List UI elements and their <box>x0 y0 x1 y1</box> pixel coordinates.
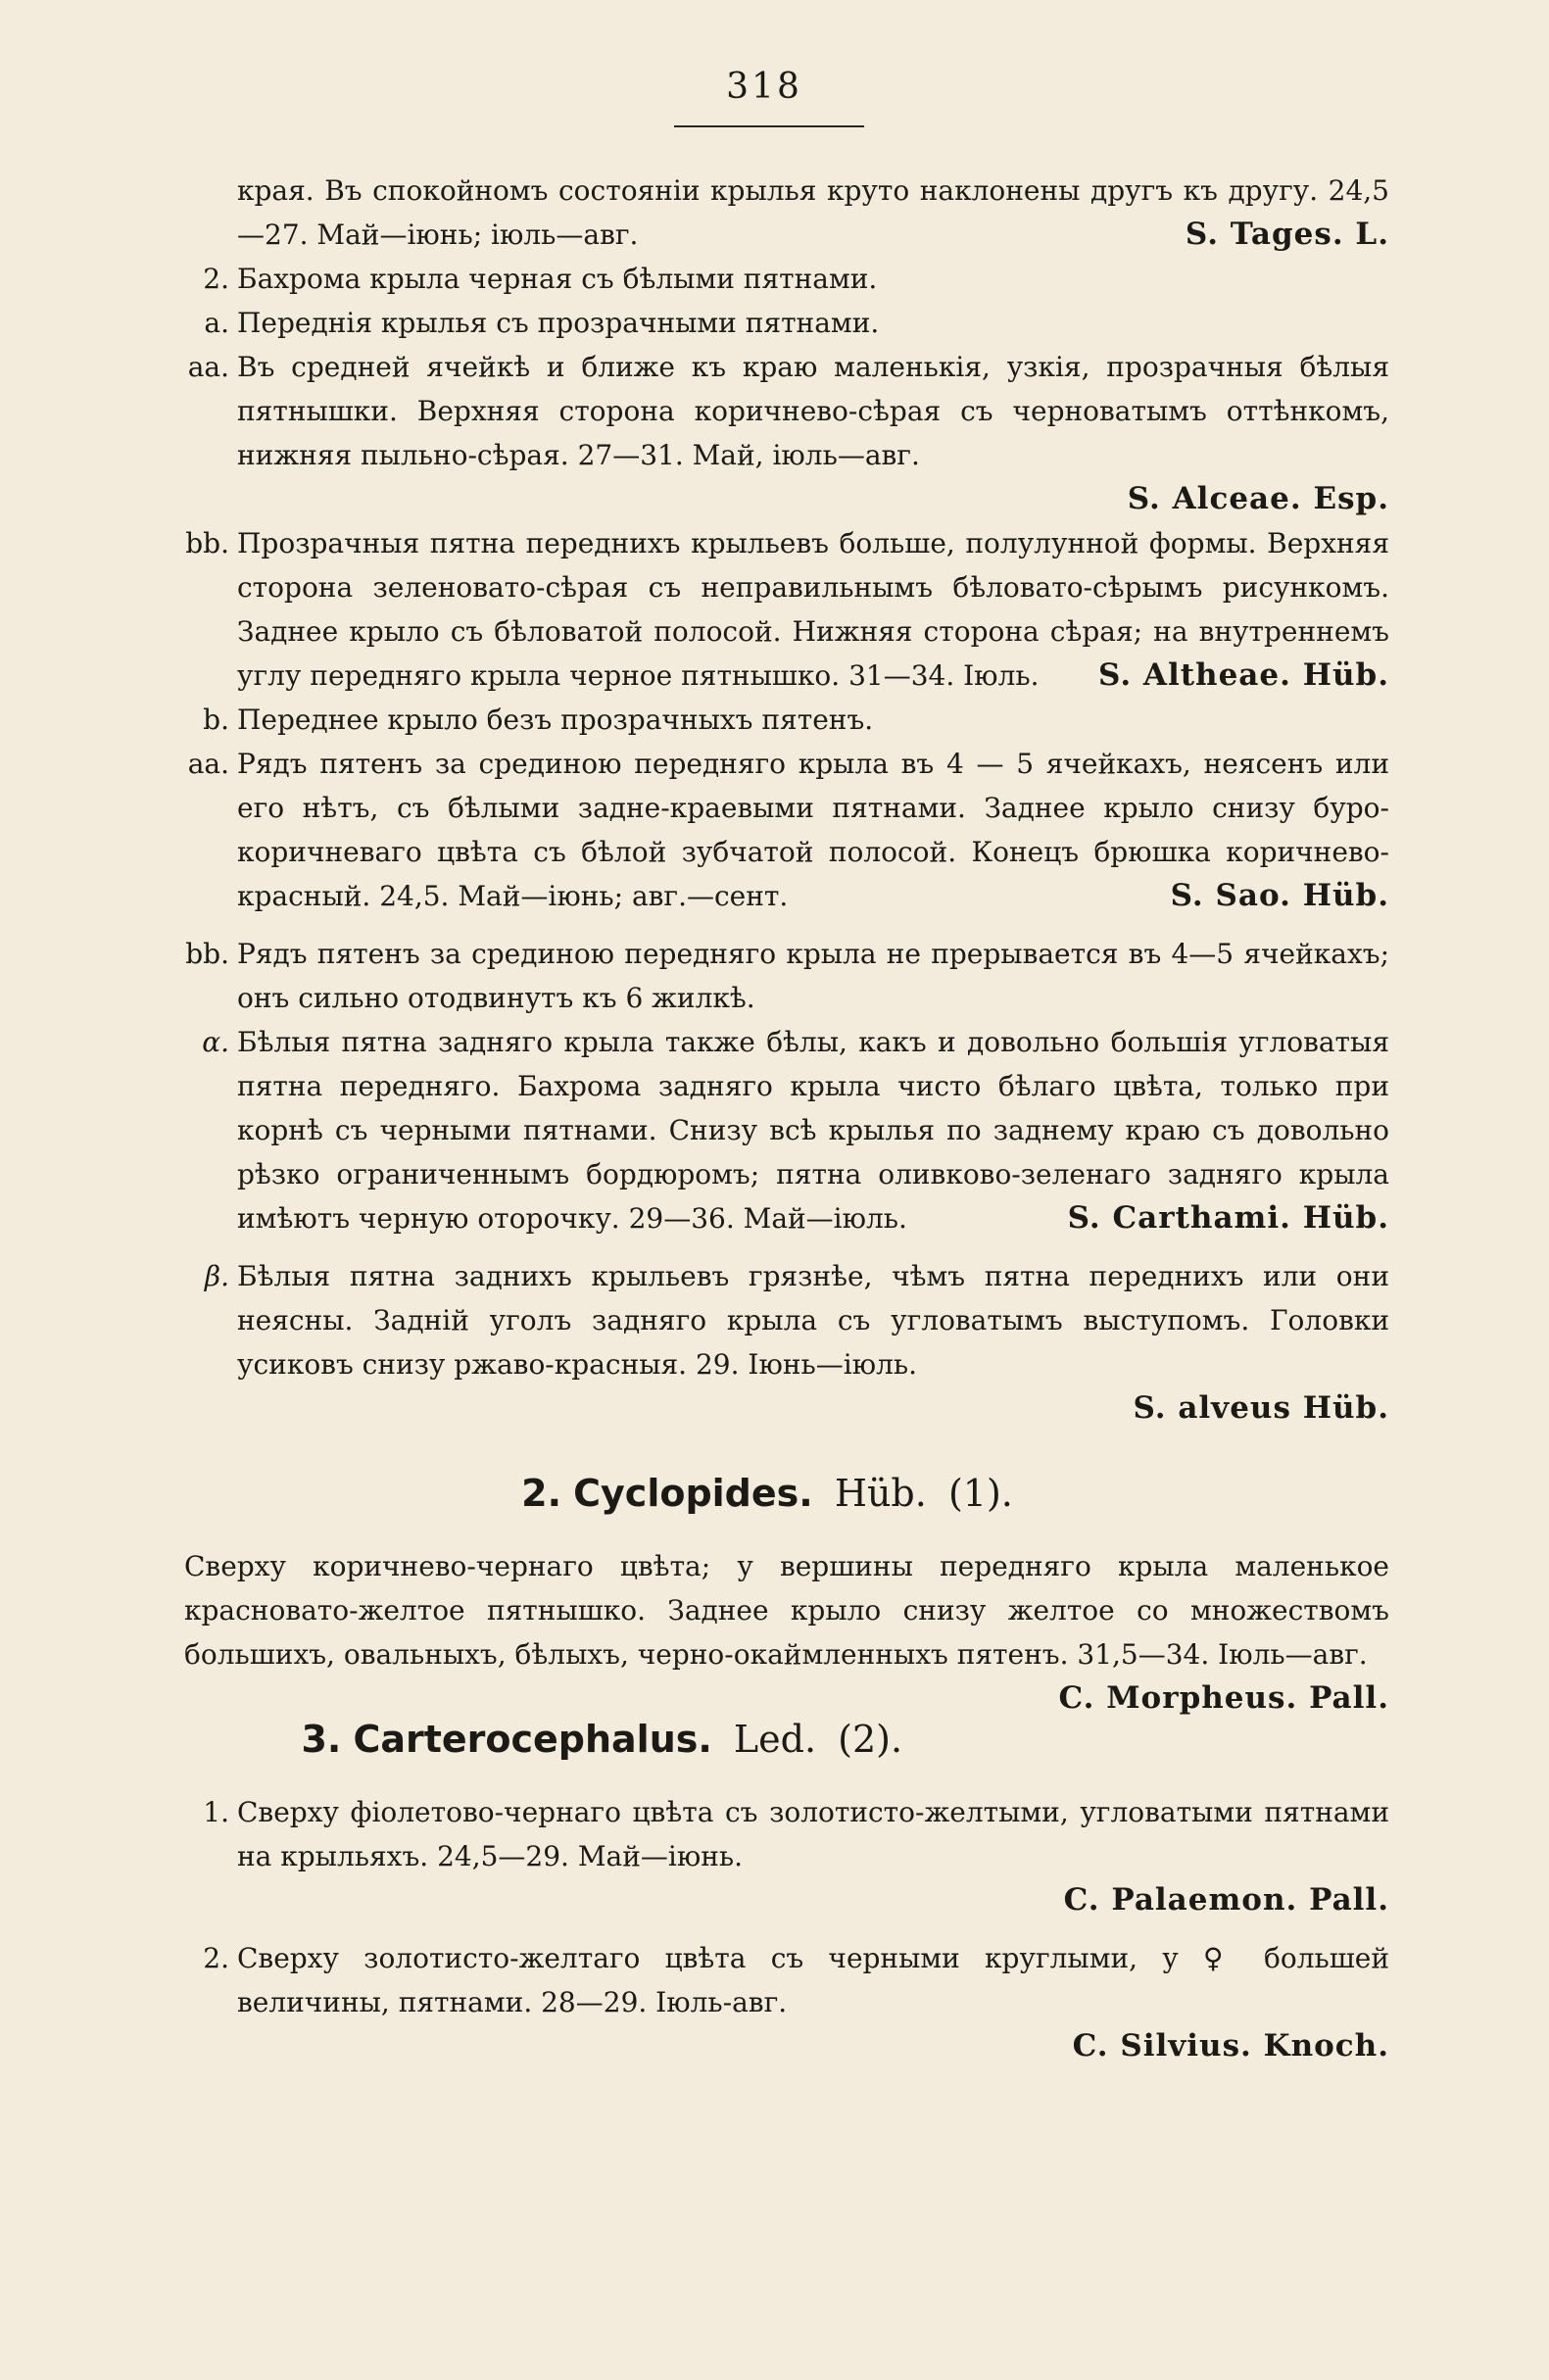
genus-name: Cyclopides. <box>573 1472 813 1515</box>
entry-text: Бѣлыя пятна задняго крыла также бѣлы, какъ и довольно большія угловатыя пятна передняго. Бахрома задняго крыла чисто бѣлаго цвѣта, только при корнѣ съ черными пятнами. Снизу всѣ крылья по заднему краю съ довольно рѣзко ограниченнымъ бордюромъ; пятна оливково-зеленаго задняго крыла имѣютъ черную оторочку. 29—36. Май—іюль. <box>237 1026 1389 1235</box>
entry-text: края. Въ спокойномъ состояніи крылья круто наклонены другъ къ другу. 24,5—27. Май—іюнь; іюль—авг. <box>237 174 1389 251</box>
entry-text: Бахрома крыла черная съ бѣлыми пятнами. <box>237 263 878 295</box>
genus-author: Hüb. <box>834 1472 927 1515</box>
key-entry <box>145 257 1389 301</box>
species-name: C. Morpheus. Pall. <box>1058 1680 1389 1716</box>
genus-heading <box>145 1472 1389 1515</box>
genus-author: Led. <box>733 1718 817 1761</box>
page-number: 318 <box>726 67 802 107</box>
key-entry <box>145 698 1389 742</box>
entry-key: 2. <box>203 263 229 295</box>
key-entry <box>145 1020 1389 1240</box>
key-entry <box>145 1790 1389 1922</box>
species-name: S. Sao. Hüb. <box>1170 878 1389 913</box>
entry-text: Сверху золотисто-желтаго цвѣта съ черными круглыми, у ♀ большей величины, пятнами. 28—29. Іюль-авг. <box>237 1942 1389 2018</box>
key-entry <box>145 169 1389 257</box>
entry-key: aa. <box>187 748 229 780</box>
key-entry <box>145 301 1389 345</box>
entry-text: Сверху фіолетово-чернаго цвѣта съ золотисто-желтыми, угловатыми пятнами на крыльяхъ. 24,5—29. Май—іюнь. <box>237 1796 1389 1872</box>
page-number-rule <box>674 125 864 127</box>
key-entry <box>145 1254 1389 1431</box>
species-name: S. alveus Hüb. <box>1133 1390 1389 1426</box>
key-entry <box>145 932 1389 1020</box>
page-content <box>145 169 1389 2068</box>
genus-heading <box>145 1718 1389 1761</box>
genus-name: Carterocephalus. <box>353 1718 712 1761</box>
entry-key: a. <box>204 307 229 339</box>
species-name: S. Alceae. Esp. <box>1127 481 1389 516</box>
genus-count: (2). <box>838 1718 903 1761</box>
entry-text: Переднее крыло безъ прозрачныхъ пятенъ. <box>237 704 874 736</box>
entry-key: β. <box>204 1260 229 1292</box>
entry-key: aa. <box>187 351 229 383</box>
entry-key: 1. <box>203 1796 229 1828</box>
entry-key: α. <box>202 1026 229 1058</box>
key-entry <box>145 1936 1389 2068</box>
species-name: S. Tages. L. <box>1185 217 1389 252</box>
genus-number: 3. <box>301 1718 342 1761</box>
key-entry <box>145 521 1389 698</box>
key-entry <box>145 345 1389 521</box>
entry-text: Рядъ пятенъ за срединою передняго крыла въ 4 — 5 ячейкахъ, неясенъ или его нѣтъ, съ бѣлыми задне-краевыми пятнами. Заднее крыло снизу буро-коричневаго цвѣта съ бѣлой зубчатой полосой. Конецъ брюшка коричнево-красный. 24,5. Май—іюнь; авг.—сент. <box>237 748 1389 912</box>
entry-text: Прозрачныя пятна переднихъ крыльевъ больше, полулунной формы. Верхняя сторона зеленовато-сѣрая съ неправильнымъ бѣловато-сѣрымъ рисункомъ. Заднее крыло съ бѣловатой полосой. Нижняя сторона сѣрая; на внутреннемъ углу передняго крыла черное пятнышко. 31—34. Іюль. <box>237 527 1389 692</box>
entry-key: bb. <box>185 938 229 970</box>
entry-text: Бѣлыя пятна заднихъ крыльевъ грязнѣе, чѣмъ пятна переднихъ или они неясны. Задній уголъ задняго крыла съ угловатымъ выступомъ. Головки усиковъ снизу ржаво-красныя. 29. Іюнь—іюль. <box>237 1260 1389 1381</box>
entry-key: 2. <box>203 1942 229 1974</box>
entry-text: Рядъ пятенъ за срединою передняго крыла не прерывается въ 4—5 ячейкахъ; онъ сильно отодвинутъ къ 6 жилкѣ. <box>237 938 1389 1014</box>
entry-key: b. <box>203 704 229 736</box>
description-text: Сверху коричнево-чернаго цвѣта; у вершины передняго крыла маленькое красновато-желтое пятнышко. Заднее крыло снизу желтое со множествомъ большихъ, овальныхъ, бѣлыхъ, черно-окаймленныхъ пятенъ. 31,5—34. Іюль—авг. <box>184 1550 1389 1671</box>
entry-text: Въ средней ячейкѣ и ближе къ краю маленькія, узкія, прозрачныя бѣлыя пятнышки. Верхняя сторона коричнево-сѣрая съ черноватымъ оттѣнкомъ, нижняя пыльно-сѣрая. 27—31. Май, іюль—авг. <box>237 351 1389 471</box>
entry-key: bb. <box>185 527 229 559</box>
key-entry <box>145 742 1389 918</box>
genus-description <box>145 1544 1389 1716</box>
genus-number: 2. <box>521 1472 562 1515</box>
species-name: S. Altheae. Hüb. <box>1098 657 1389 693</box>
species-name: C. Palaemon. Pall. <box>1063 1882 1389 1918</box>
species-name: C. Silvius. Knoch. <box>1072 2028 1389 2064</box>
species-name: S. Carthami. Hüb. <box>1067 1200 1389 1236</box>
genus-count: (1). <box>947 1472 1013 1515</box>
entry-text: Переднія крылья съ прозрачными пятнами. <box>237 307 880 339</box>
